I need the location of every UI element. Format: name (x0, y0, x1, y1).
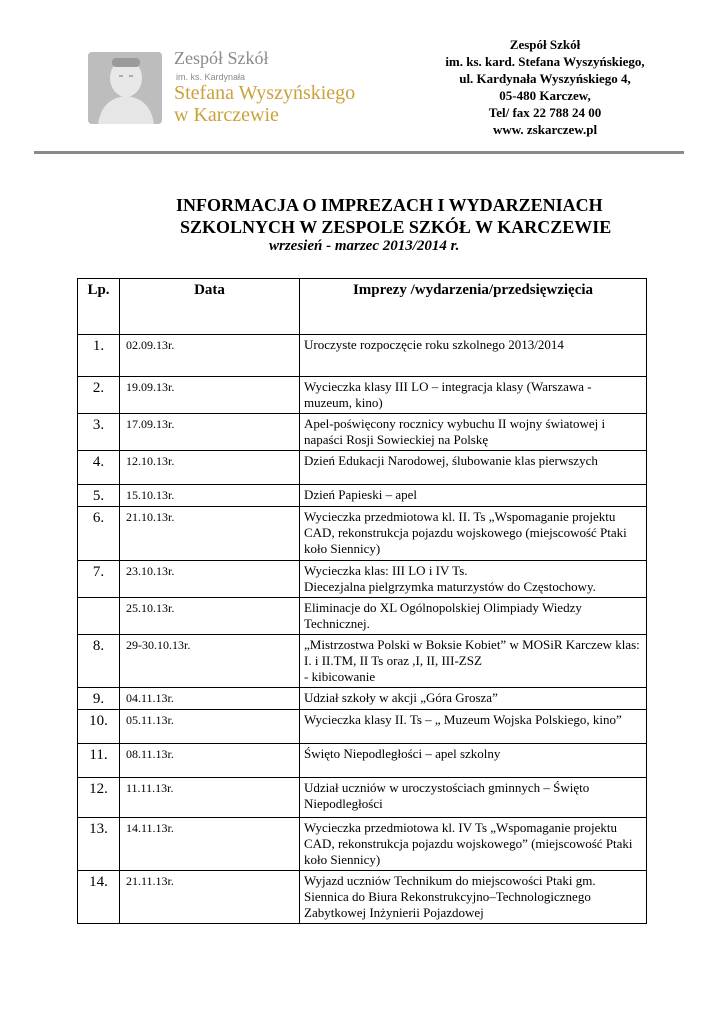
events-table (77, 278, 647, 924)
row-event: „Mistrzostwa Polski w Boksie Kobiet” w MOSiR Karczew klas: I. i II.TM, II Ts oraz ,I, II, III-ZSZ - kibicowanie (300, 635, 647, 688)
row-date: 12.10.13r. (120, 451, 300, 485)
logo-subtitle: im. ks. Kardynała (176, 72, 246, 82)
row-number (78, 598, 120, 635)
table-row (78, 710, 647, 744)
header-lp: Lp. (78, 279, 120, 335)
row-date: 15.10.13r. (120, 485, 300, 507)
row-date: 25.10.13r. (120, 598, 300, 635)
table-header-row (78, 279, 647, 335)
table-row (78, 744, 647, 778)
row-event: Dzień Papieski – apel (300, 485, 647, 507)
address-line: ul. Kardynała Wyszyńskiego 4, (459, 71, 631, 86)
address-line: im. ks. kard. Stefana Wyszyńskiego, (445, 54, 645, 69)
table-row (78, 871, 647, 924)
row-number: 6. (78, 507, 120, 561)
address-website: www. zskarczew.pl (492, 122, 598, 137)
table-body (78, 335, 647, 924)
document-title (176, 194, 611, 238)
table-row (78, 778, 647, 818)
row-number: 5. (78, 485, 120, 507)
row-event: Dzień Edukacji Narodowej, ślubowanie klas pierwszych (300, 451, 647, 485)
row-date: 29-30.10.13r. (120, 635, 300, 688)
row-date: 17.09.13r. (120, 414, 300, 451)
row-event: Wycieczka przedmiotowa kl. IV Ts „Wspomaganie projektu CAD, rekonstrukcja pojazdu wojskowego” (miejscowość Ptaki koło Siennicy) (300, 818, 647, 871)
row-date: 23.10.13r. (120, 561, 300, 598)
table-row (78, 485, 647, 507)
row-event: Udział uczniów w uroczystościach gminnych – Święto Niepodległości (300, 778, 647, 818)
header-divider (34, 151, 684, 154)
row-date: 08.11.13r. (120, 744, 300, 778)
school-logo (88, 48, 388, 128)
school-address (400, 36, 690, 138)
table-row (78, 818, 647, 871)
row-event: Wyjazd uczniów Technikum do miejscowości Ptaki gm. Siennica do Biura Rekonstrukcyjno–Technologicznego Zabytkowej Inżynierii Pojazdowej (300, 871, 647, 924)
row-event: Wycieczka klas: III LO i IV Ts. Diecezjalna pielgrzymka maturzystów do Częstochowy. (300, 561, 647, 598)
logo-school-name: Zespół Szkół (174, 48, 269, 68)
row-date: 05.11.13r. (120, 710, 300, 744)
table-row (78, 335, 647, 377)
row-number: 2. (78, 377, 120, 414)
row-number: 10. (78, 710, 120, 744)
row-event: Wycieczka przedmiotowa kl. II. Ts „Wspomaganie projektu CAD, rekonstrukcja pojazdu wojskowego (miejscowość Ptaki koło Siennicy) (300, 507, 647, 561)
table-row (78, 451, 647, 485)
row-number: 3. (78, 414, 120, 451)
row-date: 19.09.13r. (120, 377, 300, 414)
table-row (78, 561, 647, 598)
title-line-2: SZKOLNYCH W ZESPOLE SZKÓŁ W KARCZEWIE (180, 217, 612, 237)
address-line: Zespół Szkół (509, 37, 581, 52)
row-number: 12. (78, 778, 120, 818)
row-event: Udział szkoły w akcji „Góra Grosza” (300, 688, 647, 710)
title-line-1: INFORMACJA O IMPREZACH I WYDARZENIACH (176, 195, 603, 215)
row-number: 8. (78, 635, 120, 688)
row-event: Apel-poświęcony rocznicy wybuchu II wojny światowej i napaści Rosji Sowieckiej na Polskę (300, 414, 647, 451)
row-number: 4. (78, 451, 120, 485)
header-event: Imprezy /wydarzenia/przedsięwzięcia (300, 279, 647, 335)
row-number: 14. (78, 871, 120, 924)
row-date: 02.09.13r. (120, 335, 300, 377)
cardinal-portrait-image (88, 52, 162, 124)
address-phone: Tel/ fax 22 788 24 00 (488, 105, 602, 120)
row-number: 9. (78, 688, 120, 710)
row-date: 21.10.13r. (120, 507, 300, 561)
row-number: 11. (78, 744, 120, 778)
table-row (78, 598, 647, 635)
row-date: 14.11.13r. (120, 818, 300, 871)
header-date: Data (120, 279, 300, 335)
document-subtitle: wrzesień - marzec 2013/2014 r. (269, 238, 460, 254)
row-date: 04.11.13r. (120, 688, 300, 710)
row-date: 11.11.13r. (120, 778, 300, 818)
row-number: 7. (78, 561, 120, 598)
row-event: Wycieczka klasy III LO – integracja klasy (Warszawa - muzeum, kino) (300, 377, 647, 414)
table-row (78, 635, 647, 688)
row-event: Wycieczka klasy II. Ts – „ Muzeum Wojska Polskiego, kino” (300, 710, 647, 744)
logo-patron-name: Stefana Wyszyńskiego (174, 82, 356, 104)
table-row (78, 414, 647, 451)
table-row (78, 688, 647, 710)
table-row (78, 377, 647, 414)
table-row (78, 507, 647, 561)
logo-town: w Karczewie (174, 104, 279, 126)
row-event: Święto Niepodległości – apel szkolny (300, 744, 647, 778)
row-event: Uroczyste rozpoczęcie roku szkolnego 2013/2014 (300, 335, 647, 377)
row-event: Eliminacje do XL Ogólnopolskiej Olimpiady Wiedzy Technicznej. (300, 598, 647, 635)
row-number: 13. (78, 818, 120, 871)
row-date: 21.11.13r. (120, 871, 300, 924)
address-line: 05-480 Karczew, (499, 88, 591, 103)
row-number: 1. (78, 335, 120, 377)
